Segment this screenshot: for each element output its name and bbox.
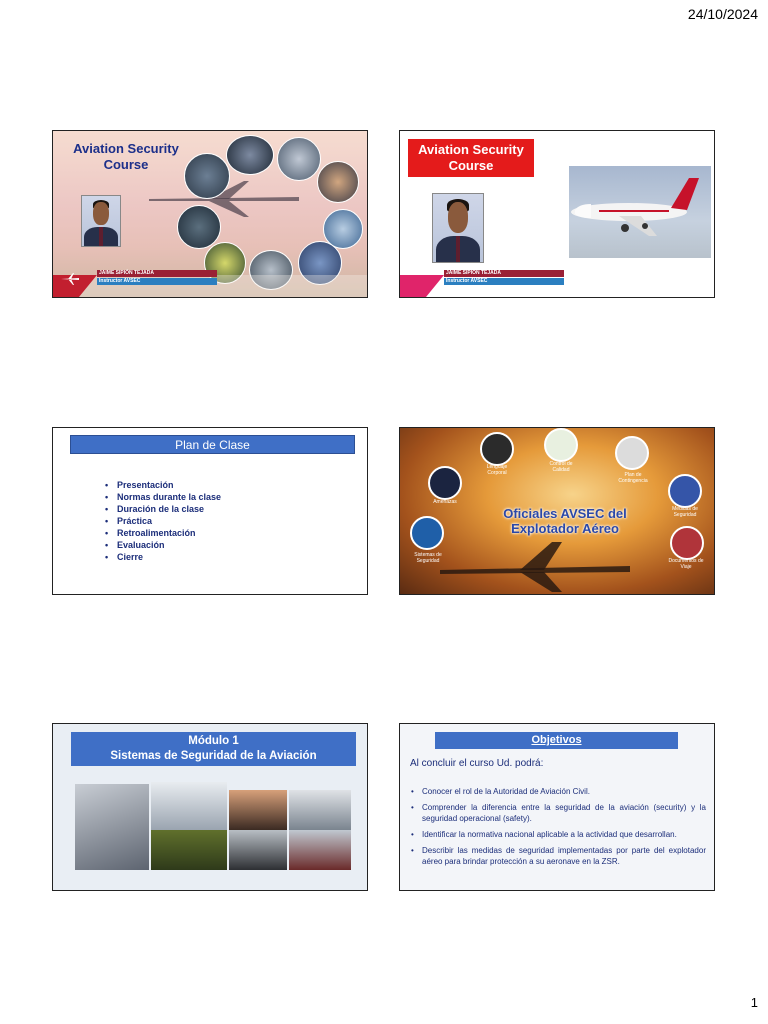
list-item: • Cierre xyxy=(105,551,221,563)
airplane-takeoff-icon xyxy=(440,536,630,592)
slide-3-heading: Plan de Clase xyxy=(70,435,355,454)
terminal-queue-photo xyxy=(289,790,351,830)
list-item: • Describir las medidas de seguridad implementadas por parte del explotador aéreo para brindar protección a su aeronave en la ZSR. xyxy=(410,845,706,867)
security-officer-photo xyxy=(151,830,227,870)
quality-control-icon xyxy=(544,428,578,462)
icon-label: Documentos de Viaje xyxy=(668,558,704,570)
list-item: • Evaluación xyxy=(105,539,221,551)
icon-label: Sistemas de Seguridad xyxy=(414,552,442,564)
airplane-logo-icon xyxy=(59,272,81,286)
xray-machine-photo xyxy=(151,782,227,830)
inspection-photo xyxy=(229,790,287,830)
list-item: • Retroalimentación xyxy=(105,527,221,539)
icon-label: Control de Calidad xyxy=(549,461,573,473)
list-item: • Presentación xyxy=(105,479,221,491)
list-item: • Duración de la clase xyxy=(105,503,221,515)
icon-label: Plan de Contingencia xyxy=(618,472,648,484)
slide-4-heading: Oficiales AVSEC del Explotador Aéreo xyxy=(503,506,627,536)
security-measures-icon xyxy=(668,474,702,508)
list-item: • Conocer el rol de la Autoridad de Aviación Civil. xyxy=(410,786,706,797)
instructor-portrait xyxy=(432,193,484,263)
icon-label: Amenazas xyxy=(433,499,457,505)
list-item: • Identificar la normativa nacional aplicable a la actividad que desarrollan. xyxy=(410,829,706,840)
cockpit-photo-circle xyxy=(226,135,274,175)
slide-1-title xyxy=(52,130,368,298)
class-plan-list xyxy=(105,479,221,563)
security-photo-circle xyxy=(184,153,230,199)
objectives-intro: Al concluir el curso Ud. podrá: xyxy=(410,758,544,769)
slide-4-avsec-officers xyxy=(399,427,715,595)
objectives-list xyxy=(410,786,706,872)
instructor-name: JAIME SIPIÓN TEJADA xyxy=(97,270,217,277)
slide-6-heading: Objetivos xyxy=(435,732,678,749)
screening-checkpoint-photo xyxy=(75,784,149,870)
patrol-photo-circle xyxy=(177,205,221,249)
instructor-role: Instructor AVSEC xyxy=(444,278,564,285)
list-item: • Normas durante la clase xyxy=(105,491,221,503)
slide-6-objectives xyxy=(399,723,715,891)
module-number: Módulo 1 xyxy=(188,735,239,747)
contingency-plan-icon xyxy=(615,436,649,470)
airliner-icon xyxy=(569,166,711,258)
print-date: 24/10/2024 xyxy=(687,6,758,22)
officers-photo xyxy=(229,830,287,870)
icon-label: Medidas de Seguridad xyxy=(672,506,698,518)
list-item: • Comprender la diferencia entre la seguridad de la aviación (security) y la seguridad operacional (safety). xyxy=(410,802,706,824)
slide-3-class-plan xyxy=(52,427,368,595)
aircraft-photo xyxy=(569,166,711,258)
slide-2-heading: Aviation Security Course xyxy=(408,139,534,177)
slide-5-module-1 xyxy=(52,723,368,891)
body-language-icon xyxy=(480,432,514,466)
instructor-role: Instructor AVSEC xyxy=(97,278,217,285)
page-number: 1 xyxy=(750,995,758,1010)
slide-2-title xyxy=(399,130,715,298)
instructor-name: JAIME SIPIÓN TEJADA xyxy=(444,270,564,277)
officer-photo-circle xyxy=(317,161,359,203)
slide-5-heading xyxy=(71,732,356,766)
icon-label: Lenguaje Corporal xyxy=(486,464,508,476)
security-systems-icon xyxy=(410,516,444,550)
slide-1-heading: Aviation Security Course xyxy=(73,141,179,172)
instructor-portrait xyxy=(81,195,121,247)
module-name: Sistemas de Seguridad de la Aviación xyxy=(110,750,317,762)
security-gates-photo xyxy=(289,830,351,870)
list-item: • Práctica xyxy=(105,515,221,527)
camera-photo-circle xyxy=(277,137,321,181)
travel-documents-icon xyxy=(670,526,704,560)
threats-icon xyxy=(428,466,462,500)
